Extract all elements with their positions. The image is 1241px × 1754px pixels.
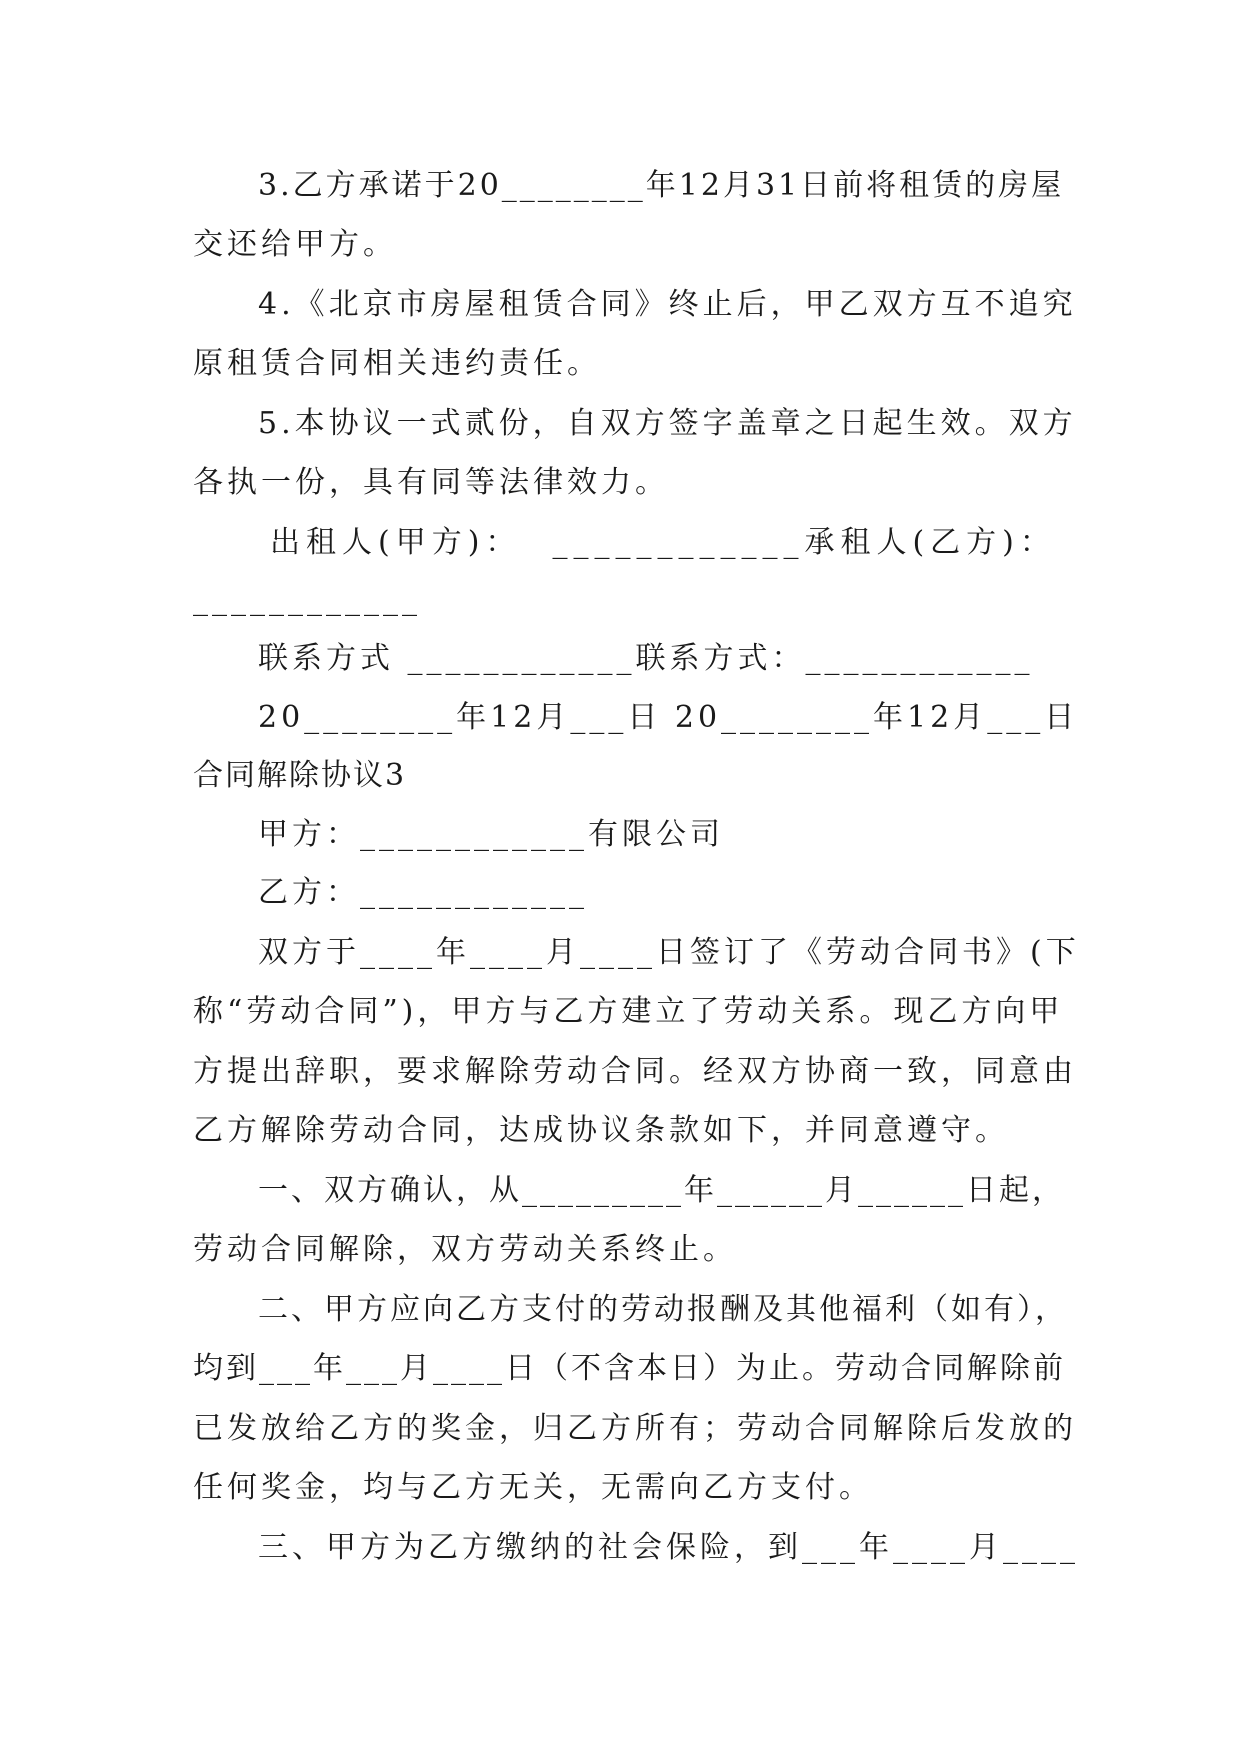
clause-3-line-2: 交还给甲方。 <box>193 227 397 262</box>
article-2-line-4: 任何奖金，均与乙方无关，无需向乙方支付。 <box>193 1470 873 1505</box>
intro-line-1: 双方于____年____月____日签订了《劳动合同书》(下 <box>258 935 1080 970</box>
article-3-line-1: 三、甲方为乙方缴纳的社会保险，到___年____月____ <box>258 1530 1079 1565</box>
intro-line-3: 方提出辞职，要求解除劳动合同。经双方协商一致，同意由 <box>193 1054 1077 1089</box>
party-b-line: 乙方：____________ <box>258 875 588 910</box>
date-line: 20________年12月___日 20________年12月___日 <box>258 700 1079 735</box>
article-1-line-2: 劳动合同解除，双方劳动关系终止。 <box>193 1232 737 1267</box>
intro-line-2: 称“劳动合同”)，甲方与乙方建立了劳动关系。现乙方向甲 <box>193 994 1064 1029</box>
clause-4-line-2: 原租赁合同相关违约责任。 <box>193 346 601 381</box>
clause-5-line-1: 5.本协议一式贰份，自双方签字盖章之日起生效。双方 <box>258 406 1077 441</box>
clause-4-line-1: 4.《北京市房屋租赁合同》终止后，甲乙双方互不追究 <box>258 287 1077 322</box>
article-1-line-1: 一、双方确认，从_________年______月______日起， <box>258 1173 1065 1208</box>
section-title: 合同解除协议3 <box>193 758 407 793</box>
intro-line-4: 乙方解除劳动合同，达成协议条款如下，并同意遵守。 <box>193 1113 1009 1148</box>
article-2-line-3: 已发放给乙方的奖金，归乙方所有；劳动合同解除后发放的 <box>193 1411 1077 1446</box>
clause-3-line-1: 3.乙方承诺于20________年12月31日前将租赁的房屋 <box>258 168 1065 203</box>
clause-5-line-2: 各执一份，具有同等法律效力。 <box>193 465 669 500</box>
article-2-line-1: 二、甲方应向乙方支付的劳动报酬及其他福利（如有）， <box>258 1292 1068 1327</box>
party-a-line: 甲方：____________有限公司 <box>258 817 724 852</box>
signature-blank-line: ____________ <box>193 582 421 617</box>
signature-parties-line: 出租人(甲方)： ____________承租人(乙方)： <box>270 525 1056 560</box>
contact-line: 联系方式 ____________联系方式：____________ <box>258 641 1034 676</box>
article-2-line-2: 均到___年___月____日（不含本日）为止。劳动合同解除前 <box>193 1351 1066 1386</box>
